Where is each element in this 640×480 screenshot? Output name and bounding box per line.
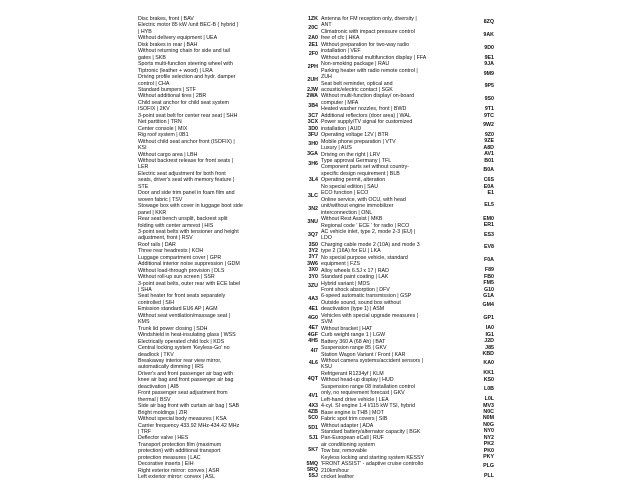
right-option-code: J85 — [485, 344, 494, 351]
left-option-description: 3-point seat belts with tensioner and height adjustment, front | RSV — [138, 228, 239, 242]
left-option-code: 3H0 — [308, 141, 318, 148]
left-option-description: Central locking system 'Keyless-Go' no deadlock | TKV — [138, 345, 230, 358]
right-option-code: NY2 — [483, 434, 494, 441]
left-option-code: 3C7 — [308, 112, 318, 119]
left-option-description: 3-point seat belt for center rear seat | SHH — [138, 112, 238, 119]
right-option-description: Without Rest Assist | MKB — [321, 216, 383, 223]
left-option-code: 4QT — [307, 376, 318, 383]
left-option-code: 3L4 — [308, 176, 318, 183]
left-option-description: Driver's and front passenger air bag with knee air bag and front passenger air bag deactivation | AIB — [138, 370, 234, 390]
left-option-description: Without seat ventilation/massage seat | KMS — [138, 312, 231, 326]
right-option-description: cricket leather — [321, 474, 354, 480]
left-option-description: Breakaway interior rear view mirror, automatically dimming | IRS — [138, 358, 222, 371]
left-option-code: 2F0 — [308, 51, 318, 58]
right-option-description: Battery 360 A (68 Ah) | BAT — [321, 338, 386, 345]
right-option-code: EM0 — [483, 215, 494, 222]
left-option-description: Stowage box with cover in luggage boot side panel | KKR — [138, 203, 243, 216]
right-option-description: Driving on the right | LRV — [321, 151, 380, 158]
right-option-description: Alloy wheels 6.5J x 17 | RAD — [321, 267, 389, 274]
right-option-code: F89 — [484, 267, 494, 274]
right-option-description: Regional code ' ECE ' for radio | RCO — [321, 222, 410, 229]
left-option-description: Without special body measures | KSA — [138, 416, 227, 423]
right-option-description: Keyless locking and starting system KESSY — [321, 454, 425, 461]
right-option-description: air conditioning system — [321, 441, 375, 448]
left-option-code: 3S0 — [308, 241, 318, 248]
right-option-code: PK0 — [483, 447, 494, 454]
right-option-description: Base engine is THB | MOT — [321, 409, 384, 416]
left-option-code: 3GA — [307, 151, 318, 158]
right-option-code: 9E1 — [484, 54, 494, 61]
left-option-code: 5MQ — [306, 460, 318, 467]
right-option-description: Refrigerant R1234yf | KLM — [321, 370, 384, 377]
right-option-description: Curb weight range 1 | LGW — [321, 332, 386, 339]
right-option-code: 9D0 — [484, 44, 494, 51]
right-option-code: L0L — [484, 396, 494, 403]
right-option-code: KS0 — [483, 376, 494, 383]
right-description-column — [321, 16, 469, 480]
left-option-description: Driving profile selection and hydr. damper control | CHA — [138, 74, 236, 87]
right-option-code: NY0 — [483, 428, 494, 435]
left-option-description: Additional interior noise suppression | GDM — [138, 261, 240, 268]
right-option-code: KA0 — [483, 360, 494, 367]
left-option-code: 4A3 — [308, 296, 318, 303]
right-option-description: Climatronic with impact pressure control free of cfc | HKA — [321, 28, 415, 42]
right-option-code: G10 — [483, 286, 494, 293]
right-option-description: Pan-European eCall | RUF — [321, 435, 384, 442]
left-option-code: 3NU — [307, 218, 318, 225]
right-option-description: Without camera systems/accident sensors | KSU — [321, 358, 424, 371]
left-option-code: 5RQ — [307, 467, 318, 473]
left-option-code: 3X0 — [308, 267, 318, 274]
left-option-code: 3D0 — [308, 125, 318, 132]
left-option-description: Rig roof system | 0B1 — [138, 132, 189, 139]
left-option-code: 4L6 — [308, 360, 318, 367]
right-option-code: FM5 — [483, 280, 494, 287]
right-option-code: PLG — [483, 463, 494, 470]
left-option-code: 5J1 — [309, 434, 318, 441]
right-option-code: 9S0 — [484, 96, 494, 103]
left-option-code: 4X3 — [308, 402, 318, 409]
left-option-code: 3B4 — [308, 102, 318, 109]
left-option-description: Left exterior mirror: convex | ASL — [138, 474, 216, 480]
right-option-code: MV3 — [483, 402, 494, 409]
right-option-description: Tow bar, removable — [321, 448, 367, 455]
right-option-description: ECO function | ECO — [321, 190, 369, 197]
right-option-description: Additional reflectors (door area) | WAL — [321, 112, 411, 119]
right-option-code: EV8 — [483, 244, 494, 251]
right-option-code: 9T1 — [484, 106, 494, 113]
right-option-code: GP1 — [483, 315, 494, 322]
left-option-description: Luggage compartment cover | GPR — [138, 254, 222, 261]
left-option-description: Deflector valve | HES — [138, 435, 189, 442]
right-option-code: 9TC — [483, 112, 494, 119]
right-option-code: B0A — [483, 167, 494, 174]
right-option-code: ER1 — [483, 222, 494, 229]
right-option-description: Online service, with OCU, with head unit/without engine immobilizer interconnection | ONL — [321, 196, 406, 216]
right-option-description: Standard battery/alternator capacity | BGK — [321, 429, 421, 435]
right-option-description: Power supply/TV signal for customized installation | AUD — [321, 119, 413, 132]
right-option-description: No special edition | SAU — [321, 183, 379, 190]
right-option-code: C6S — [483, 177, 494, 184]
left-option-description: Three rear headrests | KOH — [138, 248, 204, 255]
left-option-description: Without child seat anchor front (ISOFIX) | KSI — [138, 138, 235, 152]
left-option-code: 2E1 — [308, 41, 318, 48]
right-option-description: Without adapter | ADA — [321, 422, 374, 429]
left-option-code: 2WA — [306, 93, 318, 100]
left-option-code: 3Q7 — [307, 231, 318, 238]
left-option-code: 3ZU — [307, 283, 318, 290]
right-option-code: L0B — [483, 386, 494, 393]
left-option-code: 3N2 — [308, 205, 318, 212]
left-option-code: 3Y7 — [308, 254, 318, 261]
left-code-column — [284, 16, 318, 480]
right-option-code: KK1 — [483, 370, 494, 377]
left-option-description: Without cargo area | LBH — [138, 151, 198, 158]
left-option-code: 4E1 — [308, 305, 318, 312]
right-option-description: Without head-up display | HUD — [321, 377, 394, 384]
right-option-description: Vehicles with special upgrade measures | SVM — [321, 312, 419, 326]
right-option-code: 8ZQ — [483, 19, 494, 25]
right-option-description: Hybrid variant | MDS — [321, 280, 370, 287]
right-option-code: 9M9 — [483, 70, 494, 77]
left-option-description: Standard bumpers | STF — [138, 86, 196, 93]
right-option-description: Without additional multifunction display | FFA — [321, 54, 427, 61]
right-option-code: IG1 — [485, 331, 494, 338]
left-option-description: Transport protection film (maximum protection) with additional transport protection measures | LAC — [138, 441, 222, 461]
left-option-description: Without load-through provision | DLS — [138, 267, 225, 274]
right-option-description: 'FRONT ASSIST' - adaptive cruise controlto 210km/hour — [321, 461, 424, 474]
right-code-column — [470, 16, 494, 480]
left-option-code: 20C — [308, 25, 318, 32]
right-option-description: Type approval Germany | TFL — [321, 157, 392, 164]
left-option-description: Without roll-up sun screen | SSR — [138, 274, 215, 281]
right-option-description: Charging cable mode 2 (10A) and mode 3 type 2 (16A) for EU | LKA — [321, 241, 420, 255]
right-option-description: Suspension range 08 installation control only, no requirement forecast | GKV — [321, 383, 415, 397]
left-option-description: Windshield in heat-insulating glass | WSS — [138, 332, 236, 339]
left-option-code: 3CX — [307, 119, 318, 126]
right-option-description: Antenna for FM reception only, diversity | ANT — [321, 16, 417, 29]
right-option-code: ES3 — [483, 231, 494, 238]
right-option-code: A8D — [483, 144, 494, 151]
right-option-description: Without preparation for two-way radio installation | VEF — [321, 41, 410, 55]
left-option-description: Net partition | TRN — [138, 119, 182, 126]
right-option-code: 9JA — [484, 61, 494, 68]
left-option-code: 5D1 — [308, 424, 318, 431]
left-option-code: 4I7 — [310, 347, 318, 354]
right-option-code: B01 — [484, 157, 494, 164]
left-option-description: Carrier frequency 433.92 MHz-434.42 MHz | TRF — [138, 422, 240, 435]
right-option-code: 9ZE — [484, 138, 494, 145]
left-option-code: 4G0 — [307, 315, 318, 322]
right-option-description: Heated washer nozzles, front | BWD — [321, 106, 407, 113]
right-option-description: Left-hand drive vehicle | LEA — [321, 396, 389, 403]
right-option-description: Luxury | AUS — [321, 145, 352, 152]
left-option-description: Electric seat adjustment for both front seats, driver's seat with memory feature | STE — [138, 170, 235, 190]
left-option-code: 4ZB — [307, 409, 318, 416]
right-option-code: 9P5 — [484, 83, 494, 90]
left-option-code: 3Y2 — [308, 247, 318, 254]
right-option-code: IA0 — [485, 325, 494, 332]
left-option-code: 4GF — [307, 331, 318, 338]
left-option-code: 5C0 — [308, 415, 318, 422]
left-option-code: 3H6 — [308, 160, 318, 167]
right-option-description: Standard paint coating | LAK — [321, 274, 389, 281]
left-option-description: 3-point seat belts, outer rear with ECE label | SHA — [138, 280, 241, 294]
right-option-code: AV1 — [484, 151, 494, 158]
left-option-description: Disk brakes in rear | BAH — [138, 41, 198, 48]
right-option-code: E1 — [487, 189, 494, 196]
right-option-code: PLL — [483, 473, 494, 480]
left-option-description: Side air bag front with curtain air bag | SAB — [138, 403, 240, 410]
right-option-code: GM4 — [482, 302, 494, 309]
left-option-description: Child seat anchor for child seat system ISOFIX | 2KV — [138, 99, 229, 113]
left-option-description: Electrically operated child lock | KDS — [138, 338, 225, 345]
right-option-description: AC vehicle inlet, type 2, mode 2-3 (EU) | LDO — [321, 228, 416, 242]
right-option-description: Operating voltage 12V | BTR — [321, 132, 389, 139]
right-option-description: Outside sound, sound box without deactivation (type 1) | ASM — [321, 299, 401, 313]
left-option-description: Without backrest release for front seats | LER — [138, 157, 233, 171]
left-option-code: 3Y0 — [308, 273, 318, 280]
left-option-code: 5K7 — [308, 447, 318, 454]
right-option-description: Operating permit, alteration — [321, 177, 386, 184]
right-option-code: 9Z0 — [484, 131, 494, 138]
right-option-description: Seat belt reminder, optical and acoustic/electric contact | SGK — [321, 80, 393, 93]
right-option-code: 9AK — [483, 31, 494, 38]
right-option-code: PK2 — [483, 441, 494, 448]
right-option-description: Suspension range 85 | GKV — [321, 345, 387, 352]
right-option-description: Station Wagon Variant / Front | KAR — [321, 351, 406, 358]
left-option-code: 4V1 — [308, 392, 318, 399]
right-option-description: Without bracket | HAT — [321, 325, 373, 332]
left-option-description: Bright moldings | ZIR — [138, 409, 188, 416]
right-option-code: N0G — [483, 421, 494, 428]
right-option-description: Parking heater with radio remote control | ZUH — [321, 67, 418, 81]
right-option-code: KBD — [482, 350, 494, 357]
left-option-code: 5SJ — [308, 473, 318, 480]
left-option-code: 4H5 — [308, 338, 318, 345]
left-option-code: 3LC — [307, 192, 318, 199]
left-description-column — [138, 16, 284, 480]
left-option-description: Center console | MIX — [138, 125, 188, 132]
right-option-description: Non-smoking package | RAU — [321, 61, 390, 68]
right-option-description: Mobile phone preparation | VTV — [321, 138, 396, 145]
right-option-code: G1A — [483, 293, 494, 300]
right-option-code: N0M — [482, 415, 494, 422]
left-option-code: 2PH — [307, 64, 318, 71]
left-option-code: 1ZK — [307, 16, 318, 22]
right-option-description: 6-speed automatic transmission | GSP — [321, 293, 412, 300]
left-option-description: Without delivery equipment | UEA — [138, 35, 218, 42]
left-option-code: 2A0 — [308, 35, 318, 42]
right-option-description: Component parts set without country- specific design requirement | BLB — [321, 164, 410, 177]
left-option-description: Emission standard EU6 AP | AGM — [138, 306, 218, 313]
left-option-description: Door and side trim panel in foam film and woven fabric | TSV — [138, 190, 235, 203]
left-option-code: 2UH — [307, 76, 318, 83]
left-option-description: Without returning chain for side and tail gates | SKB — [138, 48, 230, 61]
left-option-code: 3W6 — [307, 260, 318, 267]
right-option-description: Without multi-function display/ on-board computer | MFA — [321, 93, 415, 106]
right-option-code: FB0 — [483, 273, 494, 280]
right-option-code: N0C — [483, 408, 494, 415]
left-option-description: Trunk lid power closing | SDH — [138, 325, 208, 332]
right-option-code: E0A — [483, 183, 494, 190]
right-option-code: F0A — [483, 257, 494, 264]
left-option-description: Roof rails | DAR — [138, 241, 176, 248]
right-option-code: PKY — [483, 454, 494, 461]
left-option-description: Disc brakes, front | BAV — [138, 16, 194, 22]
right-option-code: J2D — [484, 338, 494, 345]
left-option-code: 2JW — [307, 86, 318, 93]
right-option-description: Front shock absorption | DFV — [321, 287, 390, 294]
left-option-description: Front passenger seat adjustment from thermal | BSV — [138, 390, 228, 403]
left-option-description: Electric motor 85 kW /unit BEC-B ( hybrid ) | HYB — [138, 22, 239, 35]
left-option-code: 4E7 — [308, 325, 318, 332]
left-option-description: Sports multi-function steering wheel with Tiptronic (leather + wood) | LRA — [138, 61, 233, 74]
left-option-description: Seat heater for front seats separately controlled | SIH — [138, 293, 226, 306]
left-option-description: Decorative inserts | EIH — [138, 461, 194, 468]
left-option-description: Rear seat bench unsplit, backrest split folding with center armrest | HIS — [138, 216, 228, 229]
left-option-description: Without additional tires | 2BR — [138, 93, 207, 100]
right-option-description: 4-cyl. SI engine 1.4 l/115 kW TSI, hybrid — [321, 403, 416, 410]
right-option-description: Fabric spot trim covers | SIB — [321, 416, 388, 423]
left-option-description: Right exterior mirror: convex | ASR — [138, 467, 220, 474]
right-option-code: 9W2 — [483, 122, 494, 129]
right-option-code: EL5 — [484, 202, 494, 209]
right-option-description: No special purpose vehicle, standard equipment | FZS — [321, 254, 408, 268]
left-option-code: 3FU — [307, 131, 318, 138]
